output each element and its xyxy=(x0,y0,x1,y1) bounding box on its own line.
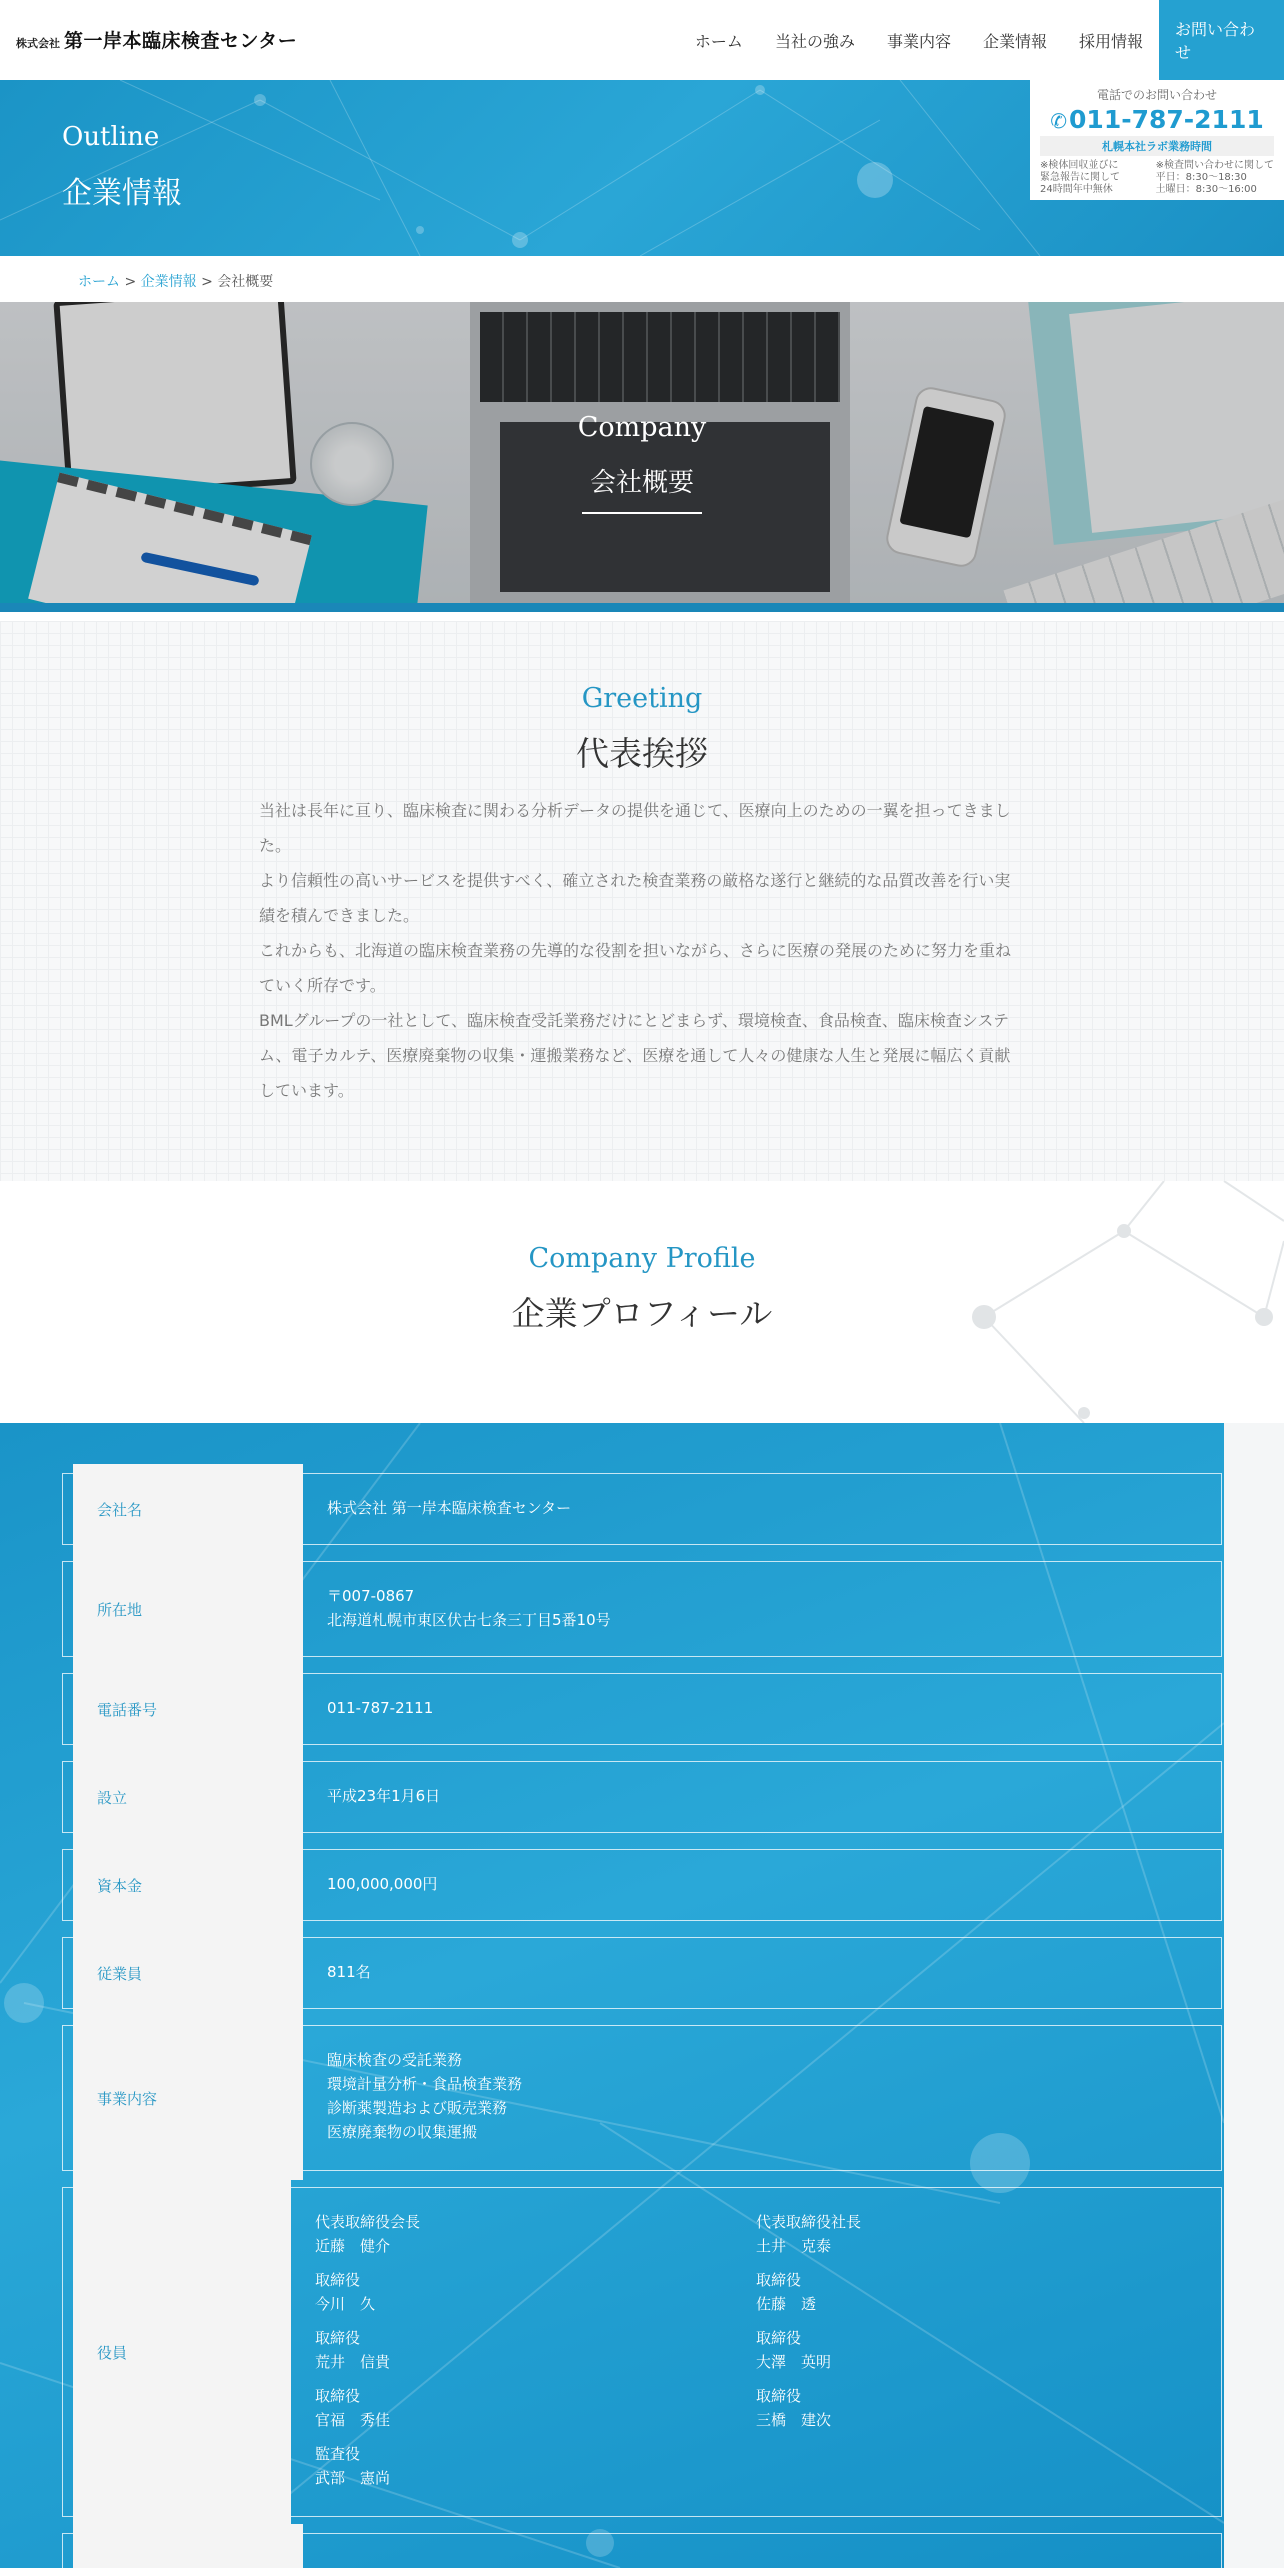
hours-left-line: 緊急報告に関して xyxy=(1040,172,1120,183)
greeting-paragraph: 当社は長年に亘り、臨床検査に関わる分析データの提供を通じて、医療向上のための一翼を担ってきました。 xyxy=(259,801,1011,855)
officer-entry xyxy=(315,2384,756,2432)
officer-name: 荒井 信貴 xyxy=(315,2353,391,2371)
nav-home[interactable]: ホーム xyxy=(694,31,743,51)
row-label: 会社名 xyxy=(73,1464,303,1554)
officer-title: 監査役 xyxy=(315,2445,361,2463)
hero-overlay xyxy=(0,302,1284,603)
hours-right-line: 土曜日：8:30〜16:00 xyxy=(1155,184,1257,195)
officer-entry xyxy=(756,2326,1197,2374)
profile-row-employees xyxy=(62,1937,1222,2009)
profile-heading-section xyxy=(0,1181,1284,1423)
officer-entry xyxy=(315,2210,756,2258)
business-item: 環境計量分析・食品検査業務 xyxy=(327,2075,523,2093)
greeting-title-jp: 代表挨拶 xyxy=(576,734,708,773)
row-value: 平成23年1月6日 xyxy=(327,1787,441,1805)
site-header xyxy=(0,0,1284,80)
nav-strengths[interactable]: 当社の強み xyxy=(774,31,855,51)
breadcrumb xyxy=(0,256,1284,302)
company-hero xyxy=(0,302,1284,612)
phone-contact-box xyxy=(1030,80,1284,200)
outline-title-en: Outline xyxy=(62,122,160,152)
row-value xyxy=(303,1562,1221,1656)
officer-name: 土井 克泰 xyxy=(756,2237,832,2255)
phone-icon: ✆ xyxy=(1050,109,1068,133)
business-item: 診断薬製造および販売業務 xyxy=(327,2099,508,2117)
officer-title: 取締役 xyxy=(756,2387,802,2405)
officer-entry xyxy=(315,2442,756,2490)
officer-title: 代表取締役社長 xyxy=(756,2213,862,2231)
row-value xyxy=(291,2188,1221,2516)
company-logo[interactable] xyxy=(16,26,297,54)
row-value: 011-787-2111 xyxy=(327,1699,434,1717)
hours-title: 札幌本社ラボ業務時間 xyxy=(1040,136,1274,156)
network-pattern xyxy=(964,1181,1284,1423)
profile-table-section xyxy=(0,1423,1224,2568)
hero-title-jp: 会社概要 xyxy=(589,468,694,498)
officer-entry xyxy=(315,2268,756,2316)
profile-row-capital xyxy=(62,1849,1222,1921)
row-value: 811名 xyxy=(327,1963,371,1981)
officer-entry xyxy=(756,2268,1197,2316)
logo-name: 第一岸本臨床検査センター xyxy=(64,30,298,52)
row-label: 資本金 xyxy=(73,1840,303,1930)
row-label xyxy=(73,2524,303,2568)
breadcrumb-separator: > xyxy=(201,274,213,290)
officer-entry xyxy=(315,2326,756,2374)
profile-row-address xyxy=(62,1561,1222,1657)
address-postal: 〒007-0867 xyxy=(327,1587,415,1605)
row-value: 株式会社 第一岸本臨床検査センター xyxy=(327,1499,572,1517)
officers-grid xyxy=(315,2210,1197,2490)
address-street: 北海道札幌市東区伏古七条三丁目5番10号 xyxy=(327,1611,611,1629)
phone-number-text: 011-787-2111 xyxy=(1069,105,1264,134)
row-label: 事業内容 xyxy=(73,2016,303,2180)
row-label: 設立 xyxy=(73,1752,303,1842)
officer-entry xyxy=(756,2210,1197,2258)
row-label: 所在地 xyxy=(73,1552,303,1666)
profile-row-officers xyxy=(62,2187,1222,2517)
logo-prefix: 株式会社 xyxy=(16,37,60,50)
officer-title: 代表取締役会長 xyxy=(315,2213,421,2231)
phone-number-link[interactable] xyxy=(1030,105,1284,134)
row-label: 電話番号 xyxy=(73,1664,303,1754)
nav-recruit[interactable]: 採用情報 xyxy=(1078,31,1143,51)
profile-row-phone xyxy=(62,1673,1222,1745)
greeting-title-en: Greeting xyxy=(581,683,703,714)
officer-title: 取締役 xyxy=(315,2387,361,2405)
row-label: 従業員 xyxy=(73,1928,303,2018)
row-value xyxy=(303,2534,1221,2568)
hero-underline xyxy=(582,512,702,514)
profile-title-jp: 企業プロフィール xyxy=(511,1294,773,1333)
hours-left xyxy=(1040,160,1120,196)
officer-title: 取締役 xyxy=(315,2329,361,2347)
hours-left-line: ※検体回収並びに xyxy=(1040,160,1119,171)
officer-name: 大澤 英明 xyxy=(756,2353,832,2371)
breadcrumb-separator: > xyxy=(124,274,137,290)
breadcrumb-home[interactable]: ホーム xyxy=(78,274,120,290)
nav-business[interactable]: 事業内容 xyxy=(886,31,951,51)
nav-company[interactable]: 企業情報 xyxy=(982,31,1047,51)
greeting-body xyxy=(259,793,1025,1108)
profile-title-en: Company Profile xyxy=(528,1243,756,1274)
profile-row-company-name xyxy=(62,1473,1222,1545)
profile-row-established xyxy=(62,1761,1222,1833)
officer-entry xyxy=(756,2384,1197,2432)
hours-right-line: ※検査問い合わせに関して xyxy=(1155,160,1274,171)
officer-title: 取締役 xyxy=(756,2329,802,2347)
hero-title-en: Company xyxy=(577,412,707,443)
hours-left-line: 24時間年中無休 xyxy=(1040,184,1113,195)
profile-row-next xyxy=(62,2533,1222,2568)
officer-name: 今川 久 xyxy=(315,2295,376,2313)
officer-name: 佐藤 透 xyxy=(756,2295,817,2313)
greeting-paragraph: これからも、北海道の臨床検査業務の先導的な役割を担いながら、さらに医療の発展のために努力を重ねていく所存です。 xyxy=(259,941,1012,995)
business-item: 臨床検査の受託業務 xyxy=(327,2051,463,2069)
nav-contact-button[interactable]: お問い合わせ xyxy=(1159,0,1284,80)
greeting-paragraph: より信頼性の高いサービスを提供すべく、確立された検査業務の厳格な遂行と継続的な品質改善を行い実績を積んできました。 xyxy=(259,871,1011,925)
greeting-paragraph: BMLグループの一社として、臨床検査受託業務だけにとどまらず、環境検査、食品検査、臨床検査システム、電子カルテ、医療廃棄物の収集・運搬業務など、医療を通して人々の健康な人生と発展に幅広く貢献しています。 xyxy=(259,1011,1011,1100)
outline-title-jp: 企業情報 xyxy=(62,176,182,211)
greeting-section xyxy=(0,621,1284,1181)
hours-right xyxy=(1156,160,1274,196)
officer-title: 取締役 xyxy=(315,2271,361,2289)
officer-name: 官福 秀佳 xyxy=(315,2411,391,2429)
main-nav xyxy=(679,0,1284,80)
profile-rows xyxy=(62,1473,1222,2568)
breadcrumb-company[interactable]: 企業情報 xyxy=(140,274,197,290)
officer-title: 取締役 xyxy=(756,2271,802,2289)
row-label: 役員 xyxy=(73,2178,291,2526)
row-value xyxy=(303,2026,1221,2170)
officer-name: 三橋 建次 xyxy=(756,2411,832,2429)
hours-grid xyxy=(1030,156,1284,196)
officer-name: 武部 憲尚 xyxy=(315,2469,391,2487)
profile-row-business xyxy=(62,2025,1222,2171)
row-value: 100,000,000円 xyxy=(327,1875,438,1893)
business-item: 医療廃棄物の収集運搬 xyxy=(327,2123,478,2141)
breadcrumb-current: 会社概要 xyxy=(217,274,274,290)
phone-label: 電話でのお問い合わせ xyxy=(1096,88,1217,102)
officer-name: 近藤 健介 xyxy=(315,2237,391,2255)
hours-right-line: 平日：8:30〜18:30 xyxy=(1155,172,1247,183)
right-gutter xyxy=(1224,1423,1284,2568)
